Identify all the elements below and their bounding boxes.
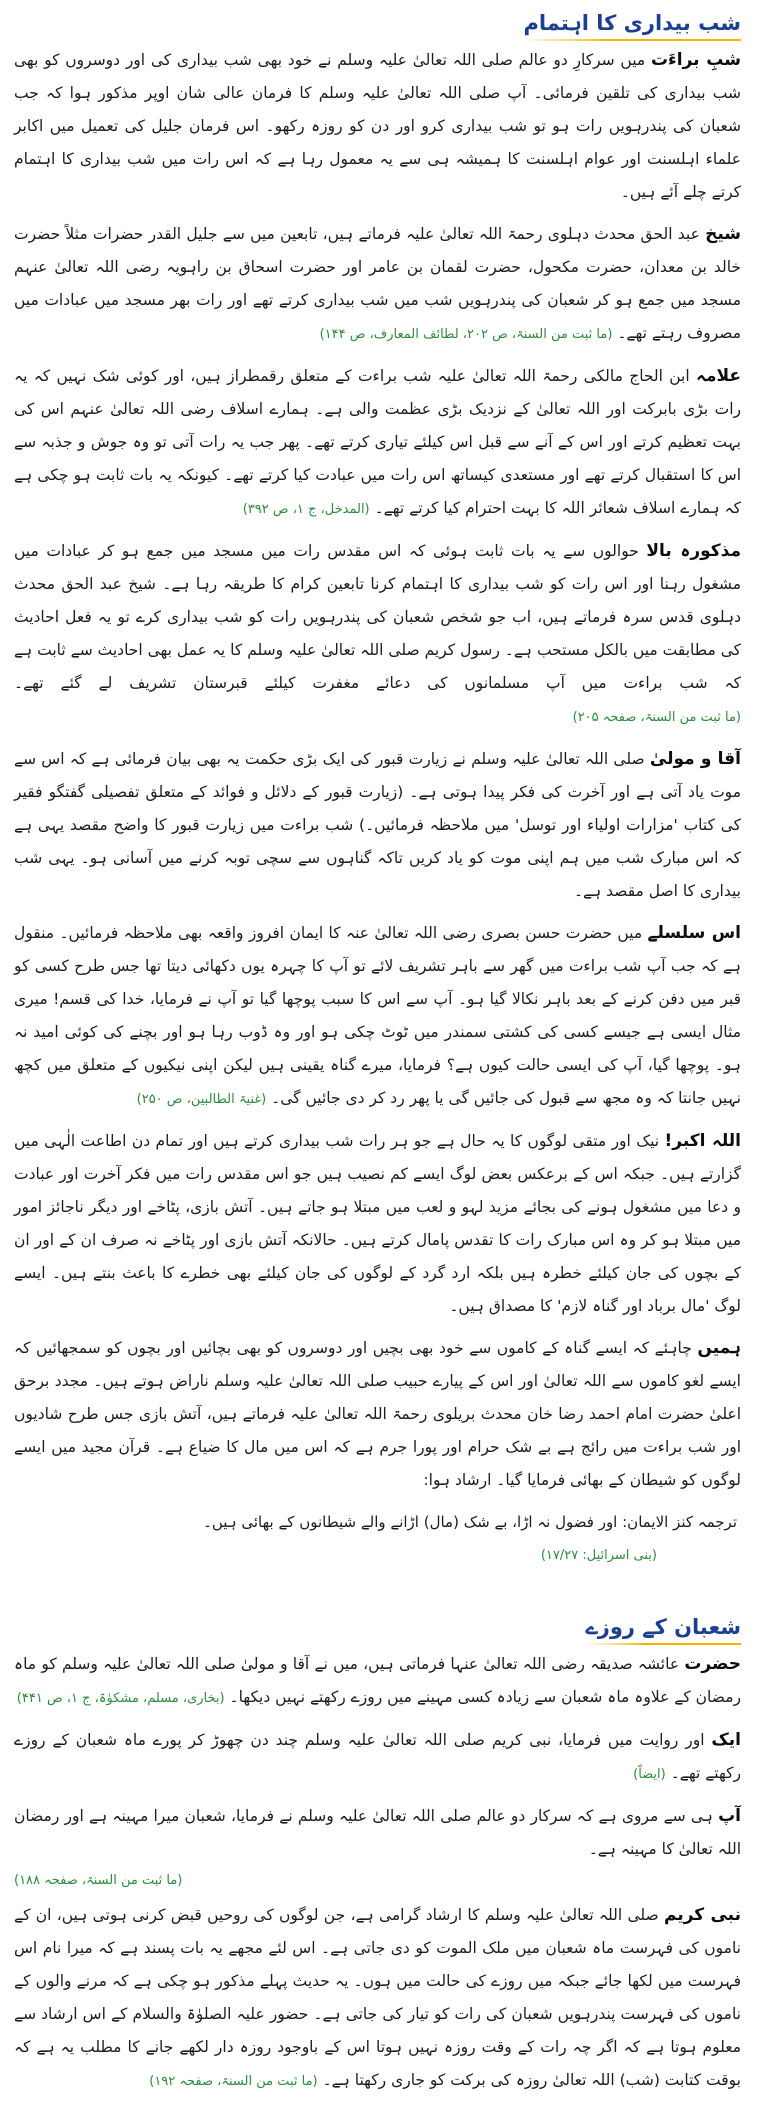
reference-citation: (بنی اسرائیل: ۱۷/۲۷) bbox=[540, 1548, 657, 1563]
paragraph-lead: حضرت bbox=[684, 1654, 741, 1674]
paragraph-text: ہی سے مروی ہے کہ سرکار دو عالم صلی اللہ تعالیٰ علیہ وسلم نے فرمایا، شعبان میرا مہینہ ہے اور رمضان اللہ تعالیٰ کا مہینہ ہے۔ bbox=[14, 1807, 741, 1858]
reference-citation: (ما ثبت من السنۃ، صفحہ ۱۹۲) bbox=[149, 2074, 318, 2089]
paragraph-4 bbox=[14, 535, 741, 734]
paragraph-2 bbox=[14, 218, 741, 351]
paragraph-lead: ہمیں bbox=[697, 1338, 741, 1358]
paragraph-10 bbox=[14, 1724, 741, 1791]
reference-citation: (ایضاً) bbox=[633, 1767, 666, 1782]
paragraph-1 bbox=[14, 44, 741, 209]
paragraph-lead: آقا و مولیٰ bbox=[649, 749, 741, 769]
paragraph-6 bbox=[14, 917, 741, 1116]
reference-citation: (غنیۃ الطالبین، ص ۲۵۰) bbox=[136, 1092, 267, 1107]
quran-translation-quote bbox=[14, 1506, 741, 1572]
paragraph-lead: مذکورہ بالا bbox=[646, 541, 741, 561]
paragraph-text: میں سرکارِ دو عالم صلی اللہ تعالیٰ علیہ وسلم نے خود بھی شب بیداری کی اور دوسروں کو بھی شب بیداری کی تلقین فرمائی۔ آپ صلی اللہ تعالیٰ علیہ وسلم کا فرمان عالی شان اوپر مذکور ہوا کہ جب شعبان کی پندرہویں رات ہو تو شب بیداری کرو اور دن کو روزہ رکھو۔ اس فرمان جلیل کی تعمیل میں اکابر علماء اہلسنت اور عوام اہلسنت کا ہمیشہ ہی سے یہ معمول رہا ہے کہ اس رات میں شب بیداری کا اہتمام کرتے چلے آئے ہیں۔ bbox=[14, 51, 741, 201]
paragraph-lead: ایک bbox=[711, 1730, 741, 1750]
paragraph-text: چاہئے کہ ایسے گناہ کے کاموں سے خود بھی بچیں اور دوسروں کو بھی بچائیں اور بچوں کو سمجھائیں کہ ایسے لغو کاموں سے اللہ تعالیٰ اور اس کے پیارے حبیب صلی اللہ تعالیٰ علیہ وسلم ناراض ہوتے ہیں۔ مجدد برحق اعلیٰ حضرت امام احمد رضا خان محدث بریلوی رحمۃ اللہ تعالیٰ علیہ فرماتے ہیں، آتش بازی جس طرح شادیوں اور شب براءت میں رائج ہے بے شک حرام اور پورا جرم ہے کہ اس میں مال کا ضیاع ہے۔ قرآن مجید میں ایسے لوگوں کو شیطان کے بھائی فرمایا گیا۔ ارشاد ہوا: bbox=[14, 1339, 741, 1489]
paragraph-text: صلی اللہ تعالیٰ علیہ وسلم نے زیارت قبور کی ایک بڑی حکمت یہ بھی بیان فرمائی ہے کہ اس سے موت یاد آتی ہے اور آخرت کی فکر پیدا ہوتی ہے۔ (زیارت قبور کے دلائل و فوائد کے متعلق تفصیلی گفتگو فقیر کی کتاب 'مزارات اولیاء اور توسل' میں ملاحظہ فرمائیں۔) شب براءت میں زیارت قبور کا واضح مقصد یہی ہے کہ اس مبارک شب میں ہم اپنی موت کو یاد کریں تاکہ گناہوں سے سچی توبہ کرنے میں آسانی ہو۔ یہی شب بیداری کا اصل مقصد ہے۔ bbox=[14, 750, 741, 900]
paragraph-7 bbox=[14, 1125, 741, 1323]
paragraph-9 bbox=[14, 1648, 741, 1715]
paragraph-text: نیک اور متقی لوگوں کا یہ حال ہے جو ہر رات شب بیداری کرتے ہیں اور تمام دن اطاعت الٰہی میں گزارتے ہیں۔ جبکہ اس کے برعکس بعض لوگ ایسے کم نصیب ہیں جو اس مقدس رات میں فکر آخرت اور عبادت و دعا میں مشغول ہونے کی بجائے مزید لہو و لعب میں مبتلا ہو جاتے ہیں۔ آتش بازی، پٹاخے اور دیگر ناجائز امور میں مبتلا ہو کر وہ اس مبارک رات کا تقدس پامال کرتے ہیں۔ حالانکہ آتش بازی اور پٹاخے نہ صرف ان کے اور ان کے بچوں کی جان کیلئے خطرہ ہیں بلکہ ارد گرد کے لوگوں کی جان کیلئے بھی خطرے کا باعث بنتے ہیں۔ ایسے لوگ 'مال برباد اور گناہ لازم' کا مصداق ہیں۔ bbox=[14, 1132, 741, 1315]
paragraph-lead: اس سلسلے bbox=[647, 923, 742, 943]
quote-text: ترجمہ کنز الایمان: اور فضول نہ اڑا، بے شک (مال) اڑانے والے شیطانوں کے بھائی ہیں۔ bbox=[203, 1513, 737, 1531]
section2-heading-wrap bbox=[14, 1612, 741, 1648]
section1-title: شب بیداری کا اہتمام bbox=[524, 8, 741, 38]
reference-citation: (ما ثبت من السنۃ، صفحہ ۲۰۵) bbox=[572, 710, 741, 725]
section1-heading-wrap bbox=[14, 8, 741, 44]
reference-citation: (بخاری، مسلم، مشکوٰۃ، ج ۱، ص ۴۴۱) bbox=[16, 1691, 225, 1706]
paragraph-text: صلی اللہ تعالیٰ علیہ وسلم کا ارشاد گرامی ہے، جن لوگوں کی روحیں قبض کرنی ہوتی ہیں، ان کے ناموں کی فہرست ماہ شعبان میں ملک الموت کو دی جاتی ہے۔ اس لئے مجھے یہ بات پسند ہے کہ میرا نام اس فہرست میں لکھا جائے جبکہ میں روزے کی حالت میں ہوں۔ یہ حدیث پہلے مذکور ہو چکی ہے کہ مرنے والوں کے ناموں کی فہرست پندرہویں شعبان کی رات کو تیار کی جاتی ہے۔ حضور علیہ الصلوٰۃ والسلام کے اس ارشاد سے معلوم ہوتا ہے کہ اگر چہ رات کے وقت روزہ نہیں ہوتا اس کے باوجود روزہ دار لکھے جانے کا مطلب یہ ہے کہ بوقت کتابت (شب) اللہ تعالیٰ روزہ کی برکت کو جاری رکھتا ہے۔ bbox=[14, 1906, 741, 2089]
paragraph-lead: آپ bbox=[718, 1806, 741, 1826]
paragraph-8 bbox=[14, 1332, 741, 1497]
paragraph-3 bbox=[14, 360, 741, 526]
paragraph-12 bbox=[14, 1899, 741, 2098]
paragraph-text: میں حضرت حسن بصری رضی اللہ تعالیٰ عنہ کا ایمان افروز واقعہ بھی ملاحظہ فرمائیں۔ منقول ہے کہ جب آپ شب براءت میں گھر سے باہر تشریف لائے تو آپ کا چہرہ یوں دکھائی دیتا تھا جس طرح کسی کو قبر میں دفن کرنے کے بعد باہر نکالا گیا ہو۔ آپ سے اس کا سبب پوچھا گیا تو آپ نے فرمایا، خدا کی قسم! میری مثال ایسی ہے جیسے کسی کی کشتی سمندر میں ٹوٹ چکی ہو اور وہ ڈوب رہا ہو اور بچنے کی کوئی امید نہ ہو۔ پوچھا گیا، آپ کی ایسی حالت کیوں ہے؟ فرمایا، میرے گناہ یقینی ہیں لیکن اپنی نیکیوں کے متعلق میں کچھ نہیں جانتا کہ وہ مجھ سے قبول کی جائیں گی یا پھر رد کر دی جائیں گی۔ bbox=[14, 924, 741, 1107]
section2-title: شعبان کے روزے bbox=[585, 1612, 741, 1642]
paragraph-text: عبد الحق محدث دہلوی رحمۃ اللہ تعالیٰ علیہ فرماتے ہیں، تابعین میں سے جلیل القدر حضرات مثلاً حضرت خالد بن معدان، حضرت مکحول، حضرت لقمان بن عامر اور حضرت اسحاق بن راہویہ رضی اللہ تعالیٰ عنہم مسجد میں جمع ہو کر شعبان کی پندرہویں شب میں شب بیداری کرتے تھے اور رات بھر مسجد میں عبادات میں مصروف رہتے تھے۔ bbox=[14, 225, 741, 342]
paragraph-lead: اللہ اکبر! bbox=[664, 1131, 741, 1151]
reference-citation: (ما ثبت من السنۃ، ص ۲۰۲، لطائف المعارف، ص ۱۴۴) bbox=[319, 327, 613, 342]
paragraph-text: ابن الحاج مالکی رحمۃ اللہ تعالیٰ علیہ شب براءت کے متعلق رقمطراز ہیں، اور کوئی شک نہیں کہ یہ رات بڑی بابرکت اور اللہ تعالیٰ کے نزدیک بڑی عظمت والی ہے۔ ہمارے اسلاف رضی اللہ تعالیٰ عنہم اس کی بہت تعظیم کرتے اور اس کے آنے سے قبل اس کیلئے تیاری کرتے تھے۔ پھر جب یہ رات آتی تو وہ جوش و جذبہ سے اس کا استقبال کرتے تھے اور مستعدی کیساتھ اس رات میں عبادت کیا کرتے تھے۔ کیونکہ یہ بات ثابت ہو چکی ہے کہ ہمارے اسلاف شعائر اللہ کا بہت احترام کیا کرتے تھے۔ bbox=[14, 367, 741, 517]
reference-line bbox=[14, 1869, 741, 1893]
paragraph-lead: شبِ براءَت bbox=[650, 50, 741, 70]
paragraph-lead: نبی کریم bbox=[664, 1905, 741, 1925]
paragraph-text: عائشہ صدیقہ رضی اللہ تعالیٰ عنہا فرماتی ہیں، میں نے آقا و مولیٰ صلی اللہ تعالیٰ علیہ وسلم کو ماہ رمضان کے علاوہ ماہ شعبان سے زیادہ کسی مہینے میں روزے رکھتے نہیں دیکھا۔ bbox=[14, 1655, 741, 1706]
paragraph-text: اور روایت میں فرمایا، نبی کریم صلی اللہ تعالیٰ علیہ وسلم چند دن چھوڑ کر پورے ماہ شعبان کے روزے رکھتے تھے۔ bbox=[14, 1731, 741, 1782]
reference-citation: (المدخل، ج ۱، ص ۳۹۲) bbox=[242, 502, 370, 517]
paragraph-lead: علامہ bbox=[695, 366, 741, 386]
paragraph-11 bbox=[14, 1800, 741, 1866]
paragraph-text: حوالوں سے یہ بات ثابت ہوئی کہ اس مقدس رات میں مسجد میں جمع ہو کر عبادات میں مشغول رہنا اور اس رات کو شب بیداری کا اہتمام کرنا تابعین کرام کا طریقہ رہا ہے۔ شیخ عبد الحق محدث دہلوی قدس سرہ فرماتے ہیں، اب جو شخص شعبان کی پندرہویں رات کو شب بیداری کرے تو یہ فعل احادیث کی مطابقت میں بالکل مستحب ہے۔ رسول کریم صلی اللہ تعالیٰ علیہ وسلم کا یہ عمل بھی احادیث سے ثابت ہے کہ شب براءت میں آپ مسلمانوں کی دعائے مغفرت کیلئے قبرستان تشریف لے گئے تھے۔ bbox=[14, 542, 741, 692]
paragraph-5 bbox=[14, 743, 741, 908]
reference-citation: (ما ثبت من السنۃ، صفحہ ۱۸۸) bbox=[14, 1873, 183, 1888]
paragraph-lead: شیخ bbox=[705, 224, 741, 244]
